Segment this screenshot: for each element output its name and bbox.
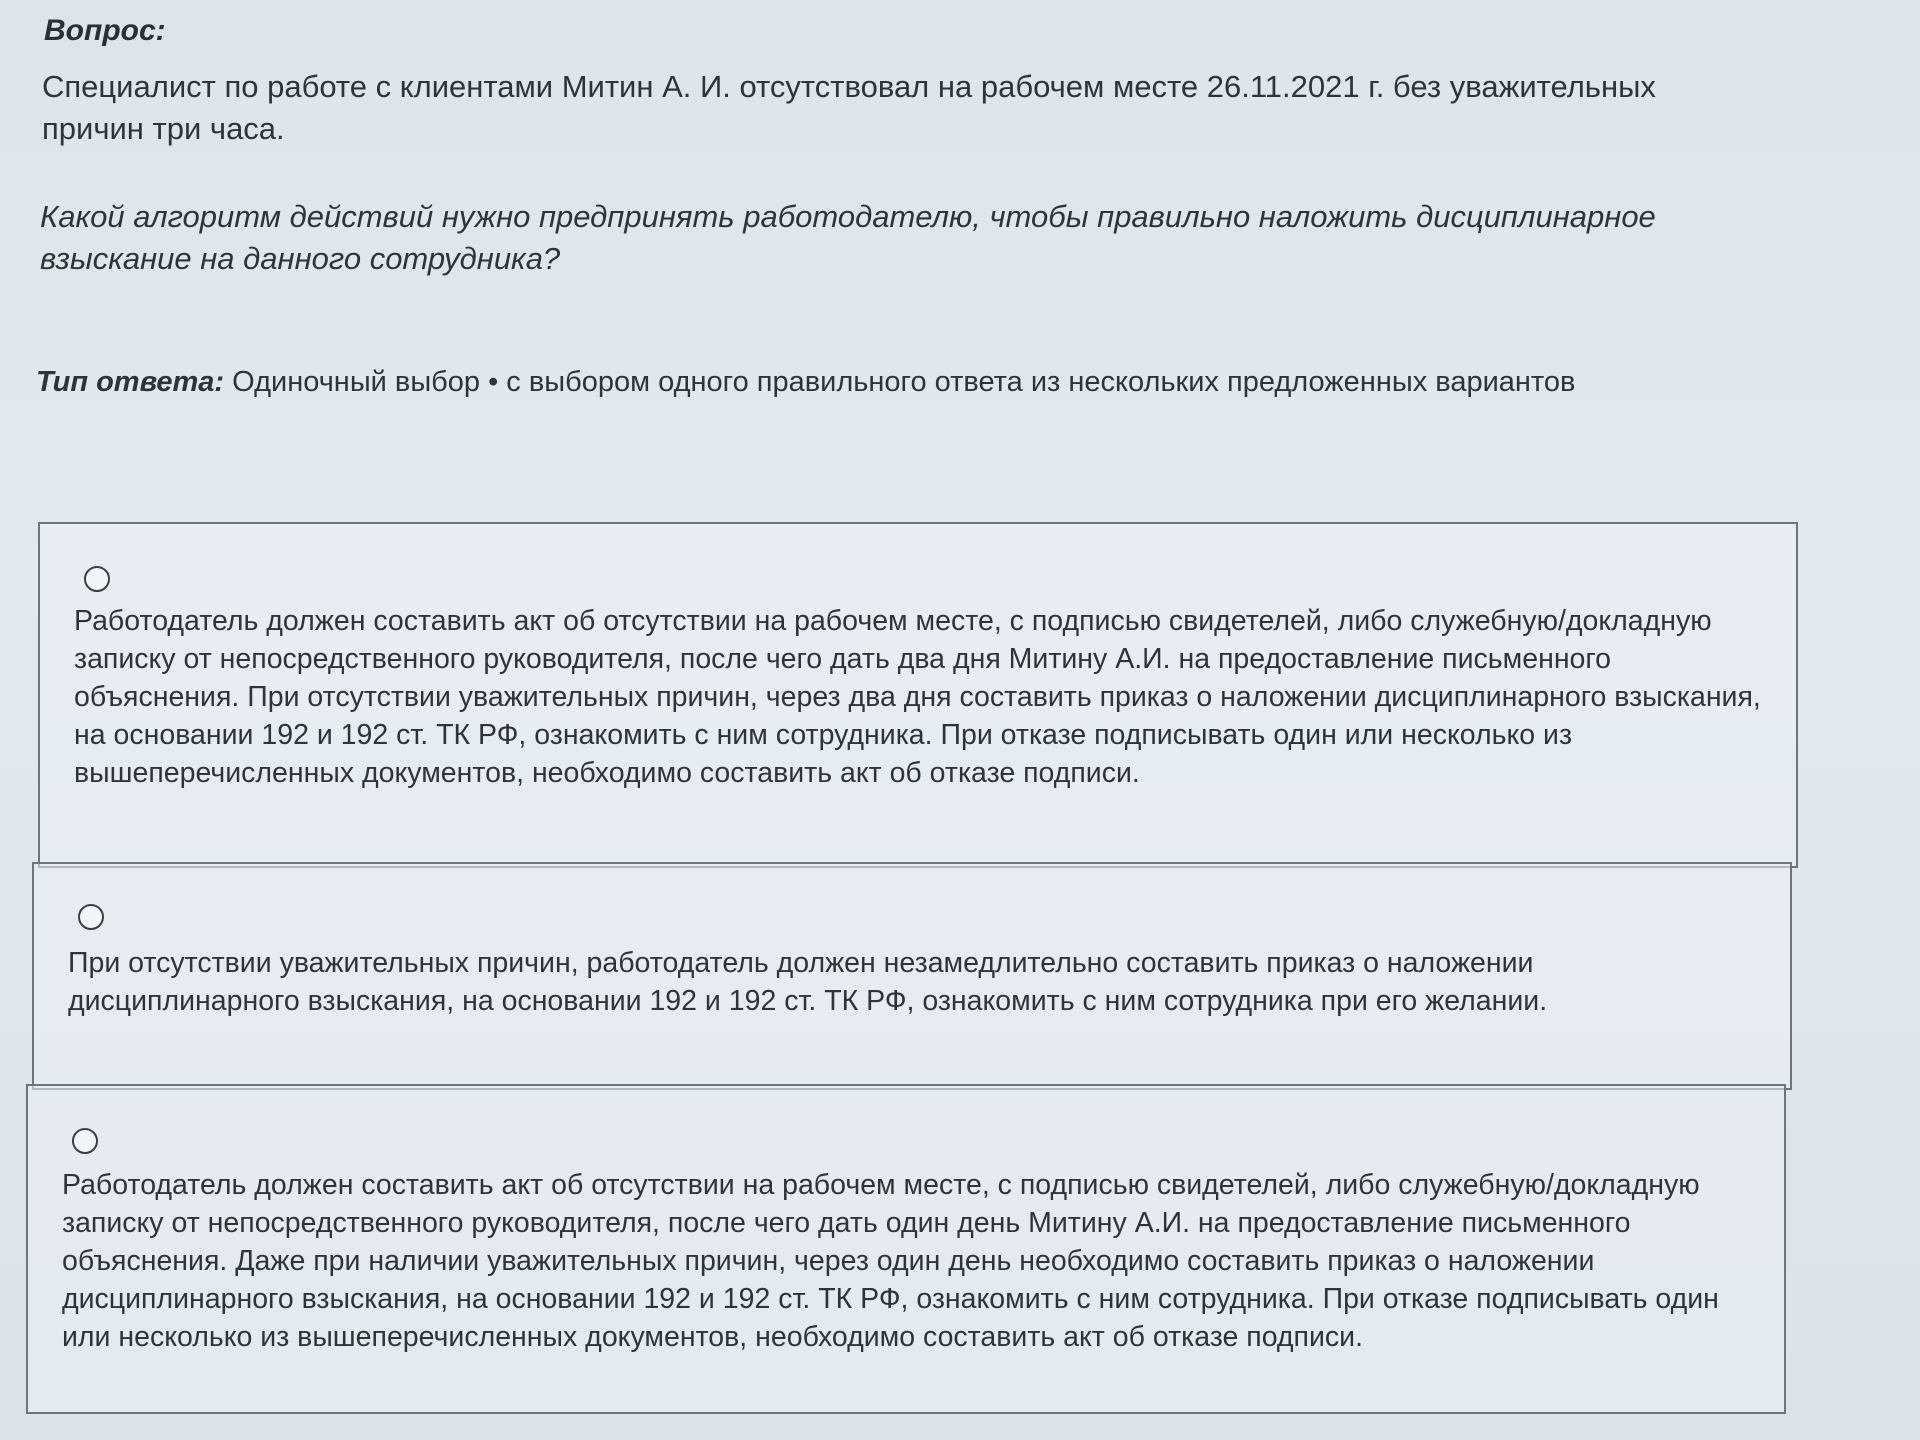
answer-type-label: Тип ответа: bbox=[36, 366, 225, 398]
answer-type-value: Одиночный выбор • с выбором одного правильного ответа из нескольких предложенных вариантов bbox=[232, 366, 1576, 398]
answer-option-3-text: Работодатель должен составить акт об отсутствии на рабочем месте, с подписью свидетелей, либо служебную/докладную записку от непосредственного руководителя, после чего дать один день Митину А.И. на предоставление письменного объяснения. Даже при наличии уважительных причин, через один день необходимо составить приказ о наложении дисциплинарного взыскания, на основании 192 и 192 ст. ТК РФ, ознакомить с ним сотрудника. При отказе подписывать один или несколько из вышеперечисленных документов, необходимо составить акт об отказе подписи. bbox=[62, 1169, 1719, 1353]
answer-option-1-text: Работодатель должен составить акт об отсутствии на рабочем месте, с подписью свидетелей, либо служебную/докладную записку от непосредственного руководителя, после чего дать два дня Митину А.И. на предоставление письменного объяснения. При отсутствии уважительных причин, через два дня составить приказ о наложении дисциплинарного взыскания, на основании 192 и 192 ст. ТК РФ, ознакомить с ним сотрудника. При отказе подписывать один или несколько из вышеперечисленных документов, необходимо составить акт об отказе подписи. bbox=[74, 605, 1761, 789]
answer-option-1[interactable] bbox=[38, 522, 1798, 868]
answer-option-2-text: При отсутствии уважительных причин, работодатель должен незамедлительно составить приказ о наложении дисциплинарного взыскания, на основании 192 и 192 ст. ТК РФ, ознакомить с ним сотрудника при его желании. bbox=[68, 947, 1548, 1017]
radio-button-3[interactable] bbox=[72, 1128, 98, 1154]
radio-button-2[interactable] bbox=[78, 904, 104, 930]
answer-option-2[interactable] bbox=[32, 862, 1792, 1090]
answer-type bbox=[36, 362, 1736, 402]
question-heading: Вопрос: bbox=[44, 14, 166, 47]
question-prompt: Какой алгоритм действий нужно предпринять работодателю, чтобы правильно наложить дисциплинарное взыскание на данного сотрудника? bbox=[40, 199, 1656, 276]
question-text: Специалист по работе с клиентами Митин А. И. отсутствовал на рабочем месте 26.11.2021 г. без уважительных причин три часа. bbox=[42, 69, 1656, 146]
radio-button-1[interactable] bbox=[84, 566, 110, 592]
answer-option-3[interactable] bbox=[26, 1084, 1786, 1414]
